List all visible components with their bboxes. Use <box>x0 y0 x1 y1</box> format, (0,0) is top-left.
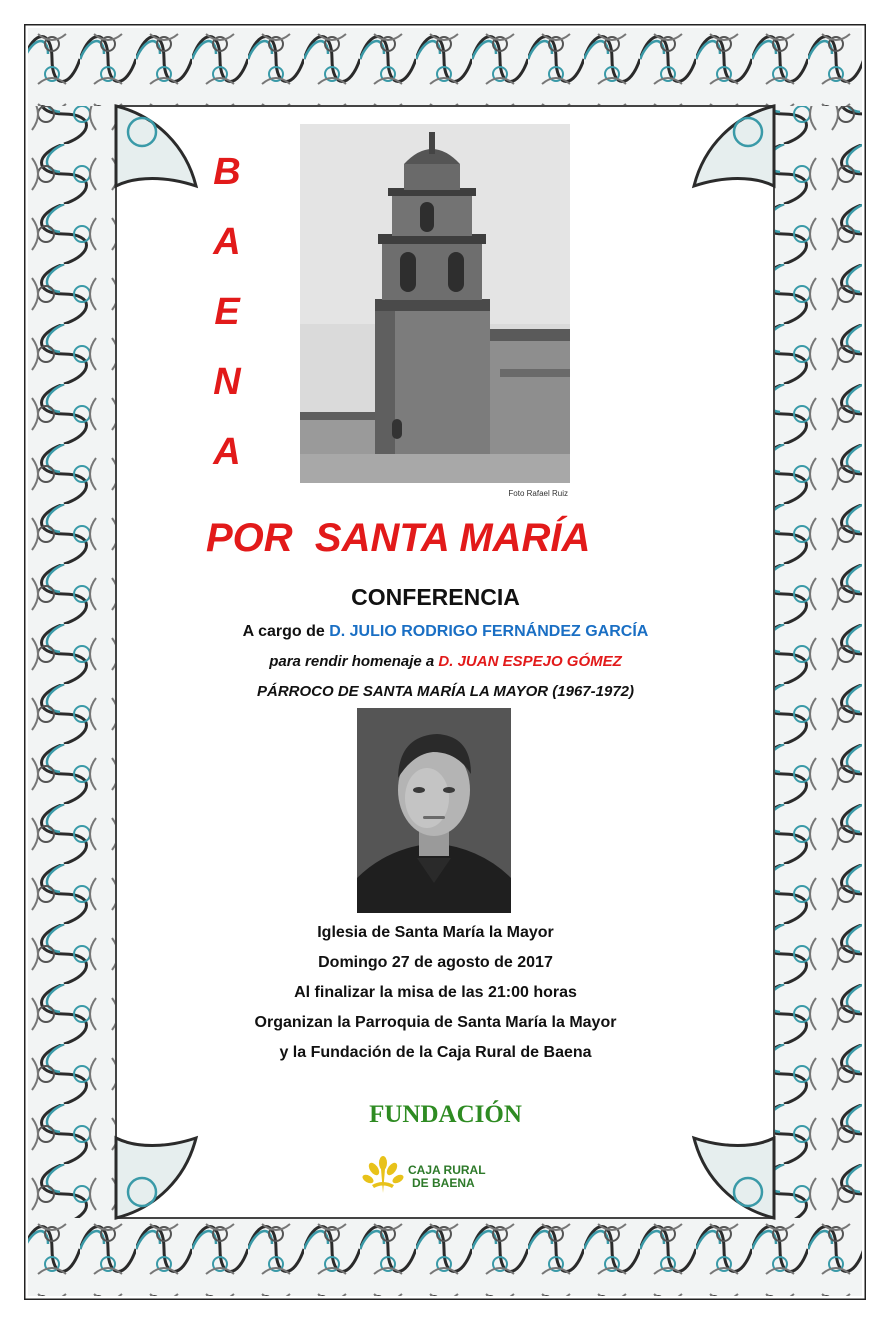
speaker-line <box>0 621 891 643</box>
event-date: Domingo 27 de agosto de 2017 <box>318 954 553 971</box>
tribute-prefix: para rendir homenaje a <box>269 653 439 670</box>
logo-text-line-2: DE BAENA <box>412 1176 475 1190</box>
event-time: Al finalizar la misa de las 21:00 horas <box>294 984 577 1001</box>
title-letter: B <box>213 151 241 193</box>
event-location: Iglesia de Santa María la Mayor <box>317 924 554 941</box>
title-letter: N <box>213 361 241 403</box>
title-letter: A <box>213 221 241 263</box>
wheat-sheaf-icon <box>362 1155 404 1195</box>
title-letter: E <box>214 291 240 333</box>
event-type: CONFERENCIA <box>351 584 520 610</box>
portrait-photo <box>357 708 511 913</box>
organizers-line-1: Organizan la Parroquia de Santa María la Mayor <box>254 1014 617 1031</box>
organizers-line-2: y la Fundación de la Caja Rural de Baena <box>279 1044 592 1061</box>
tribute-name: D. JUAN ESPEJO GÓMEZ <box>438 653 622 670</box>
speaker-name: D. JULIO RODRIGO FERNÁNDEZ GARCÍA <box>329 623 649 640</box>
tribute-line <box>0 651 891 673</box>
speaker-prefix: A cargo de <box>242 623 330 640</box>
bell-tower-photo <box>300 124 570 483</box>
title-letter: A <box>213 431 241 473</box>
logo-text-line-1: CAJA RURAL <box>408 1163 486 1177</box>
caja-rural-logo <box>362 1155 502 1195</box>
role-line: PÁRROCO DE SANTA MARÍA LA MAYOR (1967-1972) <box>257 683 634 700</box>
main-title: POR SANTA MARÍA <box>206 516 591 560</box>
photo-credit: Foto Rafael Ruiz <box>508 489 568 498</box>
fundacion-heading: FUNDACIÓN <box>369 1101 522 1128</box>
